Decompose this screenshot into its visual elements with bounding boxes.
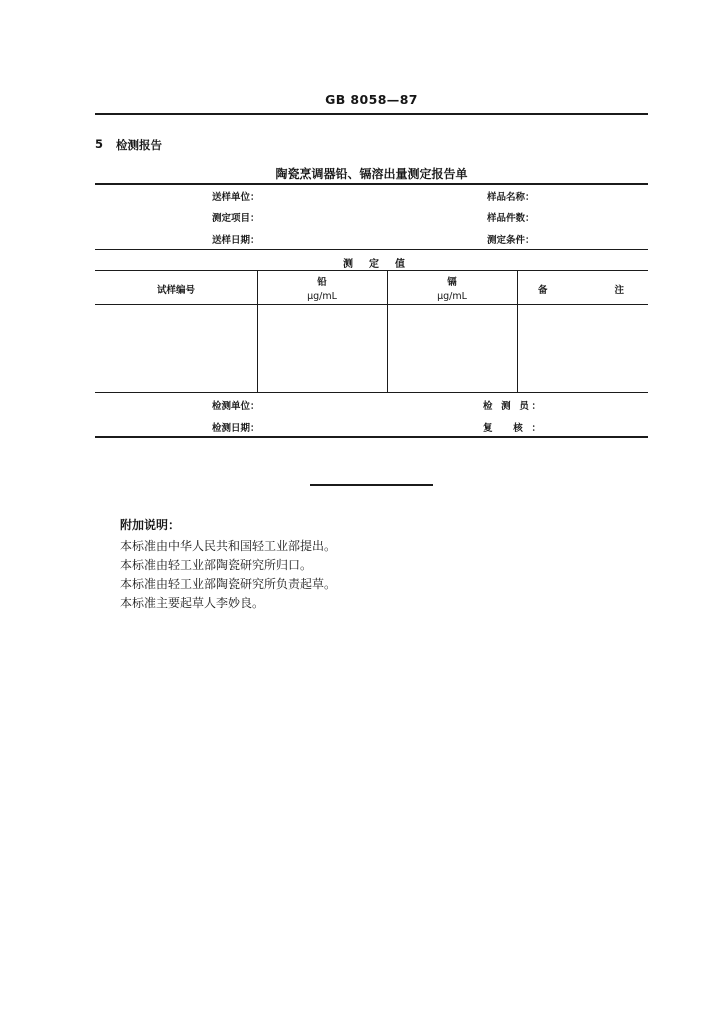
column-header-sample-no: 试样编号 <box>156 285 195 296</box>
column-divider <box>257 270 258 392</box>
column-divider <box>517 270 518 392</box>
measured-values-heading: 测 定 值 <box>343 259 405 270</box>
table-rule-columns-bottom <box>95 304 648 305</box>
column-unit-cadmium: μg/mL <box>437 291 467 302</box>
note-line: 本标准主要起草人李妙良。 <box>120 596 265 610</box>
table-top-rule <box>95 183 648 185</box>
label-sample-count: 样品件数： <box>487 213 535 224</box>
section-number: 5 <box>95 137 104 151</box>
table-rule-info-bottom <box>95 249 648 250</box>
label-testing-unit: 检测单位： <box>212 401 260 412</box>
label-testing-date: 检测日期： <box>212 423 260 434</box>
label-inspector: 检 测 员： <box>483 401 541 412</box>
note-line: 本标准由轻工业部陶瓷研究所归口。 <box>120 558 313 572</box>
label-test-conditions: 测定条件： <box>487 235 535 246</box>
table-bottom-rule <box>95 436 648 438</box>
note-line: 本标准由轻工业部陶瓷研究所负责起草。 <box>120 577 337 591</box>
label-sample-name: 样品名称： <box>487 192 535 203</box>
standard-code: GB 8058—87 <box>325 92 418 107</box>
section-title: 检测报告 <box>116 138 162 152</box>
label-test-item: 测定项目： <box>212 213 260 224</box>
table-rule-heading-bottom <box>95 270 648 271</box>
label-reviewer: 复 核： <box>483 423 541 434</box>
table-rule-body-bottom <box>95 392 648 393</box>
column-divider <box>387 270 388 392</box>
label-sender-unit: 送样单位： <box>212 192 260 203</box>
header-rule <box>95 113 648 115</box>
notes-heading: 附加说明： <box>120 518 181 532</box>
end-rule <box>310 484 433 486</box>
column-header-remarks: 备 注 <box>538 285 624 296</box>
column-unit-lead: μg/mL <box>307 291 337 302</box>
column-header-cadmium: 镉 <box>447 277 457 288</box>
column-header-lead: 铅 <box>317 277 327 288</box>
note-line: 本标准由中华人民共和国轻工业部提出。 <box>120 539 337 553</box>
label-sending-date: 送样日期： <box>212 235 260 246</box>
form-title: 陶瓷烹调器铅、镉溶出量测定报告单 <box>275 167 468 181</box>
